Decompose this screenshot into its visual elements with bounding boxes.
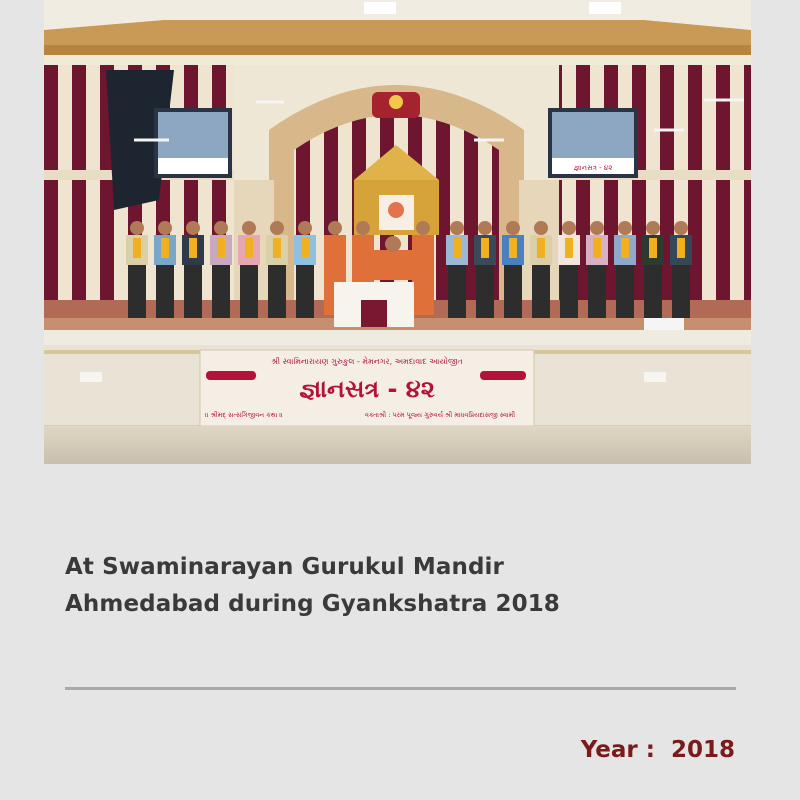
- photo-caption: [65, 549, 745, 623]
- caption-line-2: Ahmedabad during Gyankshatra 2018: [65, 591, 560, 617]
- banner-title: જ્ઞાનસત્ર - ૪૨: [299, 375, 435, 403]
- banner-right-note: વક્તાશ્રી : પરમ પૂજ્ય ગુરુવર્ય શ્રી માધવપ્રિયદાસજી સ્વામી: [364, 411, 516, 419]
- caption-line-1: At Swaminarayan Gurukul Mandir: [65, 554, 504, 580]
- banner-header: શ્રી સ્વામિનારાયણ ગુરુકુલ - મેમનગર, અમદાવાદ આયોજીત: [271, 357, 463, 366]
- event-photo: [44, 0, 751, 464]
- event-photo-illustration: [44, 0, 751, 464]
- banner-left-note: ॥ શ્રીમદ્ સત્સંગિજીવન કથા ॥: [205, 411, 283, 419]
- screen-title: જ્ઞાનસત્ર - ૪૨: [573, 164, 613, 172]
- year-label: Year : 2018: [580, 737, 735, 763]
- divider-line: [65, 687, 736, 690]
